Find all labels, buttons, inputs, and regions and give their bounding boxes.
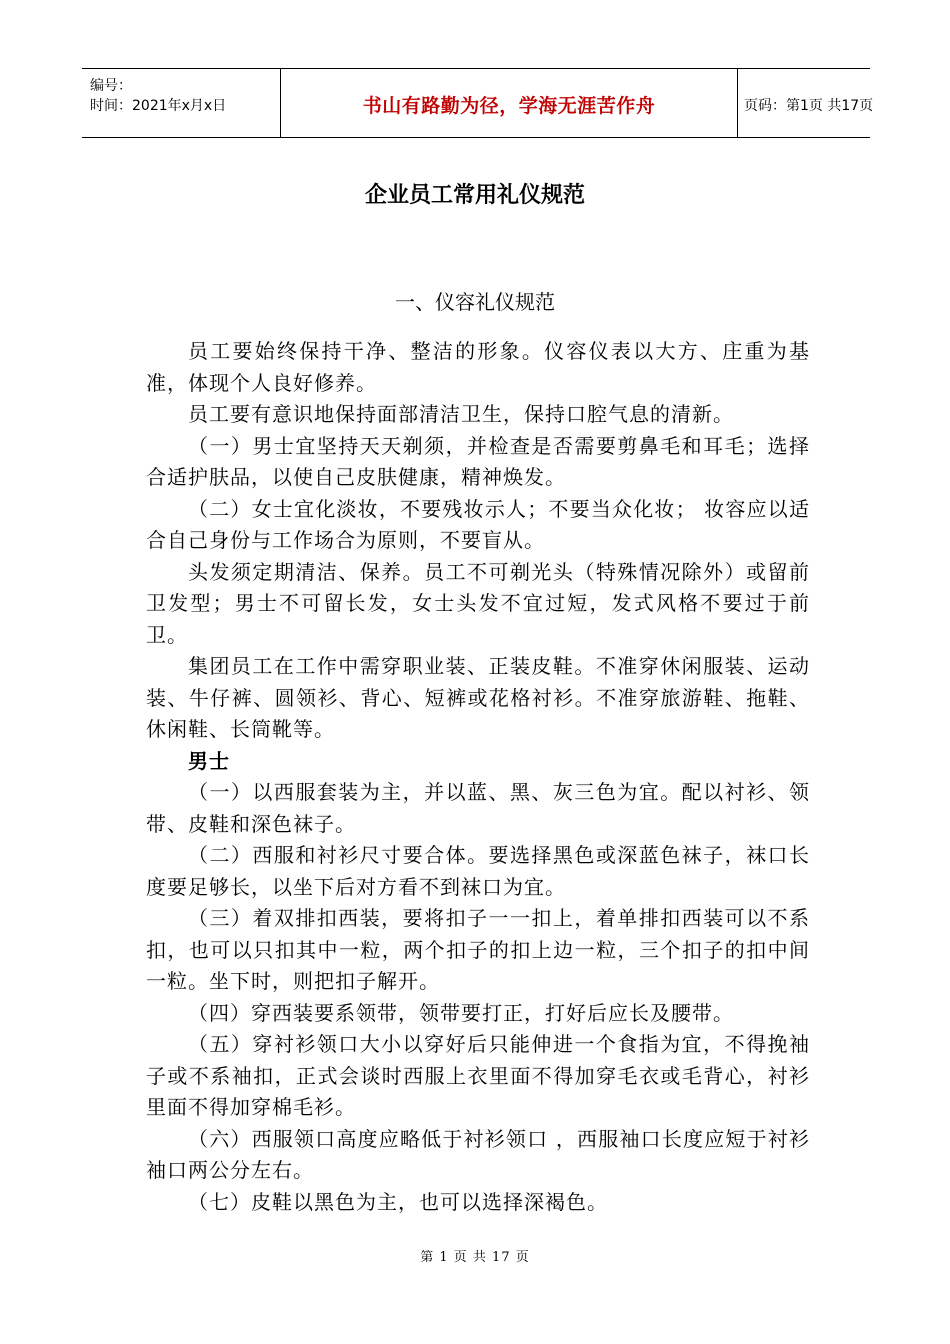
header-motto: 书山有路勤为径，学海无涯苦作舟 <box>362 95 656 117</box>
list-item: （四）穿西装要系领带，领带要打正，打好后应长及腰带。 <box>188 1000 734 1025</box>
paragraph: （一）男士宜坚持天天剃须，并检查是否需要剪鼻毛和耳毛；选择合适护肤品，以使自己皮肤健康，精神焕发。 <box>146 433 810 489</box>
document-time-label: 时间：2021年x月x日 <box>90 98 227 114</box>
subheading-men: 男士 <box>188 748 230 773</box>
header-page-info: 页码：第1页 共17页 <box>744 98 874 114</box>
list-item: （一）以西服套装为主，并以蓝、黑、灰三色为宜。配以衬衫、领带、皮鞋和深色袜子。 <box>146 780 810 836</box>
paragraph: 员工要有意识地保持面部清洁卫生，保持口腔气息的清新。 <box>188 402 734 426</box>
header-table <box>82 68 874 138</box>
paragraph: （二）女士宜化淡妆，不要残妆示人；不要当众化妆； 妆容应以适合自己身份与工作场合为原则，不要盲从。 <box>146 496 810 552</box>
paragraph: 集团员工在工作中需穿职业装、正装皮鞋。不准穿休闲服装、运动装、牛仔裤、圆领衫、背心、短裤或花格衬衫。不准穿旅游鞋、拖鞋、休闲鞋、长筒靴等。 <box>146 654 810 741</box>
paragraph: 员工要始终保持干净、整洁的形象。仪容仪表以大方、庄重为基准，体现个人良好修养。 <box>146 339 810 395</box>
section-title: 一、仪容礼仪规范 <box>395 290 555 314</box>
list-item: （七）皮鞋以黑色为主，也可以选择深褐色。 <box>188 1189 608 1214</box>
header-meta-cell <box>82 69 280 137</box>
header-page-cell <box>738 69 874 137</box>
paragraph: 头发须定期清洁、保养。员工不可剃光头（特殊情况除外）或留前卫发型；男士不可留长发，女士头发不宜过短，发式风格不要过于前卫。 <box>146 559 810 647</box>
list-item: （二）西服和衬衫尺寸要合体。要选择黑色或深蓝色袜子，袜口长度要足够长，以坐下后对方看不到袜口为宜。 <box>146 843 810 899</box>
page-footer: 第 1 页 共 17 页 <box>420 1250 530 1265</box>
document-number-label: 编号： <box>90 78 132 94</box>
header-motto-cell <box>280 69 738 137</box>
list-item: （五）穿衬衫领口大小以穿好后只能伸进一个食指为宜，不得挽袖子或不系袖扣，正式会谈时西服上衣里面不得加穿毛衣或毛背心，衬衫里面不得加穿棉毛衫。 <box>146 1032 810 1119</box>
list-item: （三）着双排扣西装，要将扣子一一扣上，着单排扣西装可以不系扣，也可以只扣其中一粒，两个扣子的扣上边一粒，三个扣子的扣中间一粒。坐下时，则把扣子解开。 <box>146 906 810 993</box>
document-body <box>146 336 810 1218</box>
list-item: （六）西服领口高度应略低于衬衫领口 ，西服袖口长度应短于衬衫袖口两公分左右。 <box>146 1126 810 1182</box>
document-title: 企业员工常用礼仪规范 <box>364 182 585 208</box>
